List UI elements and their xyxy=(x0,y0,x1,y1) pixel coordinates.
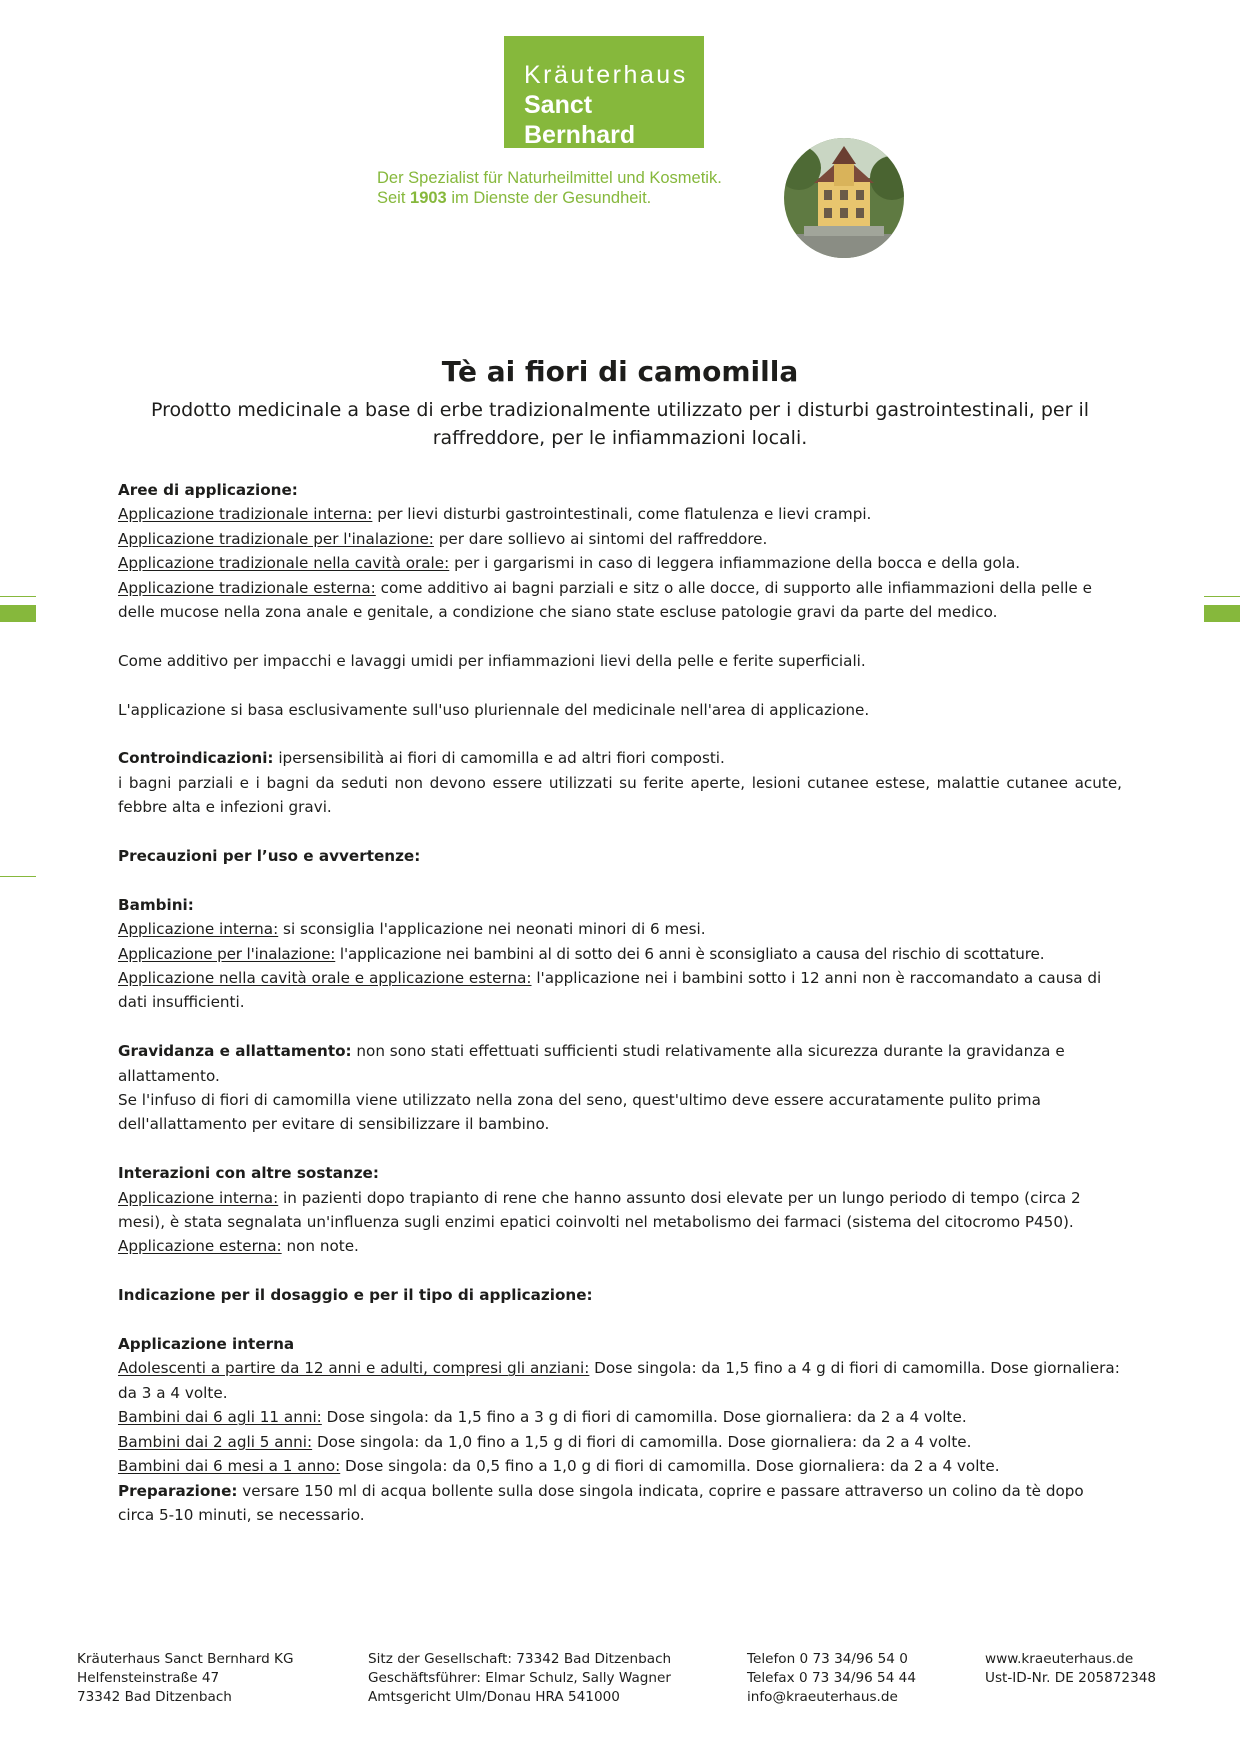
footer-phone: Telefon 0 73 34/96 54 0 xyxy=(747,1651,908,1667)
pregnancy-breast: Se l'infuso di fiori di camomilla viene utilizzato nella zona del seno, quest'ultimo deve essere accuratamente pulito prima dell'allattamento per evitare di sensibilizzare il bambino. xyxy=(118,1091,1041,1134)
footer-fax: Telefax 0 73 34/96 54 44 xyxy=(747,1670,916,1686)
logo-line-1: Kräuterhaus xyxy=(524,61,688,89)
interactions-internal: Applicazione interna: in pazienti dopo trapianto di rene che hanno assunto dosi elevate per un lungo periodo di tempo (circa 2 mesi), è stata segnalata un'influenza sugli enzimi epatici coinvolti nel metabolismo dei farmaci (sistema del citocromo P450). xyxy=(118,1188,1081,1232)
footer-vat-id: Ust-ID-Nr. DE 205872348 xyxy=(985,1670,1157,1686)
areas-oral: Applicazione tradizionale nella cavità orale: per i gargarismi in caso di leggera infiammazione della bocca e della gola. xyxy=(118,554,1021,573)
building-photo xyxy=(784,138,904,258)
children-oral-external: Applicazione nella cavità orale e applicazione esterna: l'applicazione nei i bambini sotto i 12 anni non è raccomandato a causa di dati insufficienti. xyxy=(118,969,1102,1012)
dosage-heading: Indicazione per il dosaggio e per il tipo di applicazione: xyxy=(118,1286,593,1305)
interactions-heading: Interazioni con altre sostanze: xyxy=(118,1164,379,1183)
fold-mark-right-line xyxy=(1204,596,1240,597)
dosage-kids-2-5: Bambini dai 2 agli 5 anni: Dose singola: da 1,0 fino a 1,5 g di fiori di camomilla. Dose giornaliera: da 2 a 4 volte. xyxy=(118,1432,972,1451)
interactions-external: Applicazione esterna: non note. xyxy=(118,1237,359,1256)
footer-website[interactable]: www.kraeuterhaus.de xyxy=(985,1651,1134,1667)
tagline-line-2: Seit 1903 im Dienste der Gesundheit. xyxy=(377,189,652,207)
areas-inhalation: Applicazione tradizionale per l'inalazione: per dare sollievo ai sintomi del raffreddore. xyxy=(118,529,768,548)
contraindications-baths: i bagni parziali e i bagni da seduti non devono essere utilizzati su ferite aperte, lesioni cutanee estese, malattie cutanee acute, febbre alta e infezioni gravi. xyxy=(118,773,1122,817)
footer-company: Kräuterhaus Sanct Bernhard KG Helfensteinstraße 47 73342 Bad Ditzenbach xyxy=(77,1651,294,1705)
precautions-heading: Precauzioni per l’uso e avvertenze: xyxy=(118,847,421,866)
footer-contact xyxy=(747,1650,916,1707)
dosage-adults: Adolescenti a partire da 12 anni e adulti, compresi gli anziani: Dose singola: da 1,5 fino a 4 g di fiori di camomilla. Dose giornaliera: da 3 a 4 volte. xyxy=(118,1359,1120,1402)
logo-line-2: Sanct Bernhard xyxy=(524,91,636,149)
children-internal: Applicazione interna: si sconsiglia l'applicazione nei neonati minori di 6 mesi. xyxy=(118,920,706,939)
page-subtitle: Prodotto medicinale a base di erbe tradizionalmente utilizzato per i disturbi gastrointestinali, per il raffreddore, per le infiammazioni locali. xyxy=(150,399,1090,449)
tagline-line-1: Der Spezialist für Naturheilmittel und Kosmetik. xyxy=(377,169,722,187)
contraindications: Controindicazioni: ipersensibilità ai fiori di camomilla e ad altri fiori composti. xyxy=(118,749,725,768)
punch-mark-left xyxy=(0,876,36,877)
brand-logo xyxy=(504,36,704,148)
dosage-infants: Bambini dai 6 mesi a 1 anno: Dose singola: da 0,5 fino a 1,0 g di fiori di camomilla. Dose giornaliera: da 2 a 4 volte. xyxy=(118,1457,1000,1476)
areas-internal: Applicazione tradizionale interna: per lievi disturbi gastrointestinali, come flatulenza e lievi crampi. xyxy=(118,505,872,524)
footer-legal: Sitz der Gesellschaft: 73342 Bad Ditzenbach Geschäftsführer: Elmar Schulz, Sally Wagner Amtsgericht Ulm/Donau HRA 541000 xyxy=(368,1651,672,1705)
dosage-kids-6-11: Bambini dai 6 agli 11 anni: Dose singola: da 1,5 fino a 3 g di fiori di camomilla. Dose giornaliera: da 2 a 4 volte. xyxy=(118,1408,967,1427)
areas-basis: L'applicazione si basa esclusivamente sull'uso pluriennale del medicinale nell'area di applicazione. xyxy=(118,700,870,719)
footer-email[interactable]: info@kraeuterhaus.de xyxy=(747,1689,898,1705)
footer-web xyxy=(985,1650,1156,1688)
fold-mark-right xyxy=(1204,605,1240,622)
pregnancy: Gravidanza e allattamento: non sono stati effettuati sufficienti studi relativamente alla sicurezza durante la gravidanza e allattamento. xyxy=(118,1042,1065,1085)
page-title: Tè ai fiori di camomilla xyxy=(441,355,799,388)
dosage-preparation: Preparazione: versare 150 ml di acqua bollente sulla dose singola indicata, coprire e passare attraverso un colino da tè dopo circa 5-10 minuti, se necessario. xyxy=(118,1481,1084,1524)
children-inhalation: Applicazione per l'inalazione: l'applicazione nei bambini al di sotto dei 6 anni è sconsigliato a causa del rischio di scottature. xyxy=(118,944,1045,963)
children-heading: Bambini: xyxy=(118,895,194,914)
areas-heading: Aree di applicazione: xyxy=(118,481,298,499)
areas-compress: Come additivo per impacchi e lavaggi umidi per infiammazioni lievi della pelle e ferite superficiali. xyxy=(118,651,866,670)
areas-external: Applicazione tradizionale esterna: come additivo ai bagni parziali e sitz o alle docce, di supporto alle infiammazioni della pelle e delle mucose nella zona anale e genitale, a condizione che siano state escluse patologie gravi da parte del medico. xyxy=(118,578,1092,622)
brand-tagline xyxy=(377,168,722,208)
fold-mark-left xyxy=(0,605,36,622)
fold-mark-left-line xyxy=(0,596,36,597)
dosage-internal-heading: Applicazione interna xyxy=(118,1335,295,1354)
leaflet-body xyxy=(118,478,1122,1527)
